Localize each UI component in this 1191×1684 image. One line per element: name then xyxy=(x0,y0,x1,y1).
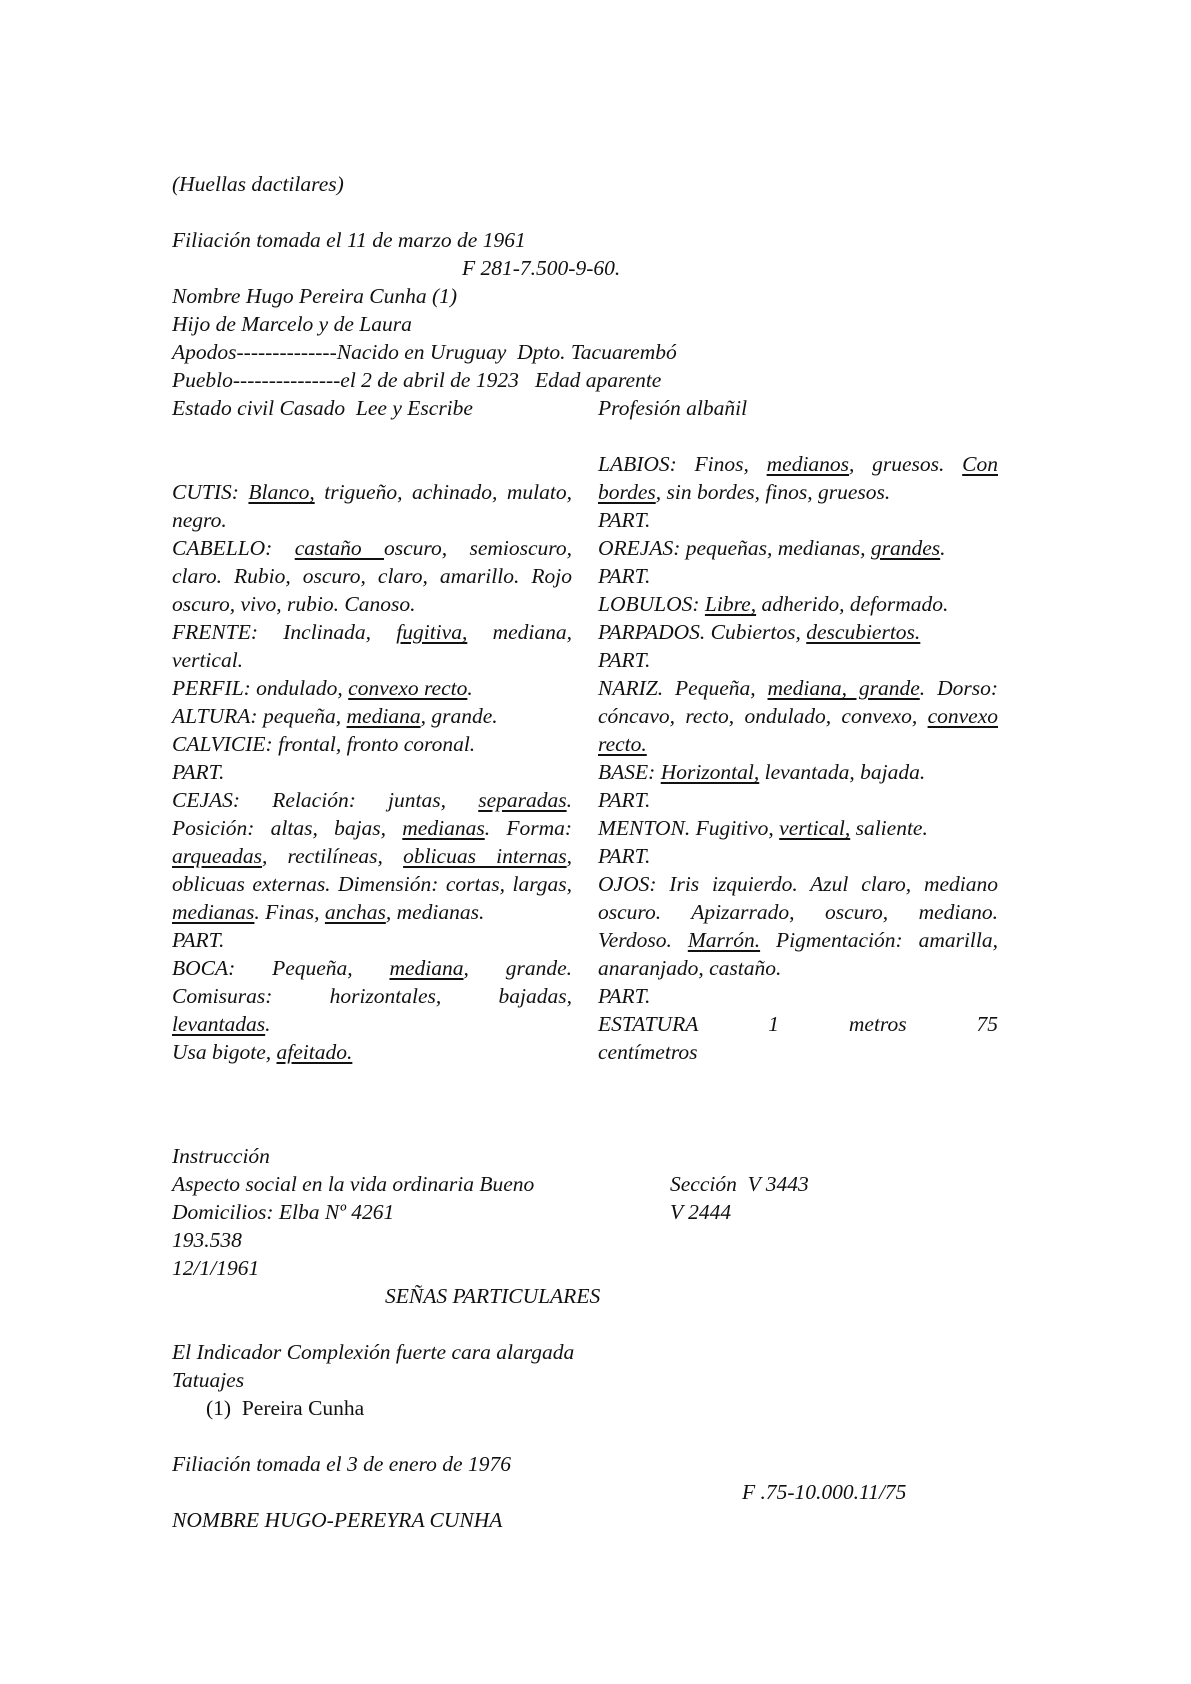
part-label: PART. xyxy=(598,984,651,1008)
left-column xyxy=(172,478,572,1066)
profession: Profesión albañil xyxy=(598,396,748,420)
part-label: PART. xyxy=(598,564,651,588)
altura-field: ALTURA: pequeña, mediana, grande. xyxy=(172,704,498,728)
particular-marks-heading: SEÑAS PARTICULARES xyxy=(385,1284,601,1308)
nariz-field: NARIZ. Pequeña, mediana, grande. Dorso: cóncavo, recto, ondulado, convexo, convexo recto. xyxy=(598,676,998,756)
record-date: 12/1/1961 xyxy=(172,1256,260,1280)
file-number-2: F .75-10.000.11/75 xyxy=(742,1480,907,1504)
ojos-field: OJOS: Iris izquierdo. Azul claro, mediano oscuro. Apizarrado, oscuro, mediano. Verdoso. Marrón. Pigmentación: amarilla, anaranjado, castaño. xyxy=(598,872,999,980)
fingerprints-note: (Huellas dactilares) xyxy=(172,172,344,196)
perfil-field: PERFIL: ondulado, convexo recto. xyxy=(172,676,473,700)
town-birthdate-line: Pueblo---------------el 2 de abril de 1923 Edad aparente xyxy=(172,368,662,392)
estatura-meters-unit: metros xyxy=(848,1012,907,1036)
cejas-field: CEJAS: Relación: juntas, separadas. Posición: altas, bajas, medianas. Forma: arqueadas, rectilíneas, oblicuas internas, oblicuas externas. Dimensión: cortas, largas, medianas. Finas, anchas, medianas. xyxy=(172,788,573,924)
part-label: PART. xyxy=(172,760,225,784)
tattoos-label: Tatuajes xyxy=(172,1368,245,1392)
file-number-1: F 281-7.500-9-60. xyxy=(462,256,621,280)
estatura-centimeters: 75 xyxy=(976,1012,998,1036)
parents-line: Hijo de Marcelo y de Laura xyxy=(172,312,412,336)
part-label: PART. xyxy=(598,508,651,532)
base-field: BASE: Horizontal, levantada, bajada. xyxy=(598,760,926,784)
bigote-field: Usa bigote, afeitado. xyxy=(172,1040,353,1064)
cutis-field: CUTIS: Blanco, trigueño, achinado, mulato, negro. xyxy=(172,480,572,532)
estatura-field xyxy=(598,1010,998,1038)
calvicie-field: CALVICIE: frontal, fronto coronal. xyxy=(172,732,476,756)
part-label: PART. xyxy=(172,928,225,952)
lobulos-field: LOBULOS: Libre, adherido, deformado. xyxy=(598,592,949,616)
part-label: PART. xyxy=(598,844,651,868)
parpados-field: PARPADOS. Cubiertos, descubiertos. xyxy=(598,620,921,644)
filiation-date-1976: Filiación tomada el 3 de enero de 1976 xyxy=(172,1452,511,1476)
footnote: (1) Pereira Cunha xyxy=(206,1396,365,1420)
estatura-label: ESTATURA xyxy=(598,1012,699,1036)
labios-field: LABIOS: Finos, medianos, gruesos. Con bordes, sin bordes, finos, gruesos. xyxy=(598,452,998,504)
name-line-1976: NOMBRE HUGO-PEREYRA CUNHA xyxy=(172,1508,503,1532)
social-aspect-line: Aspecto social en la vida ordinaria Bueno xyxy=(172,1172,535,1196)
estatura-meters: 1 xyxy=(768,1012,779,1036)
menton-field: MENTON. Fugitivo, vertical, saliente. xyxy=(598,816,928,840)
build-description: El Indicador Complexión fuerte cara alargada xyxy=(172,1340,575,1364)
civil-status-line: Estado civil Casado Lee y Escribe xyxy=(172,396,473,420)
section-number: Sección V 3443 xyxy=(670,1172,809,1196)
name-line: Nombre Hugo Pereira Cunha (1) xyxy=(172,284,458,308)
part-label: PART. xyxy=(598,788,651,812)
record-number: 193.538 xyxy=(172,1228,242,1252)
section-number-2: V 2444 xyxy=(670,1200,732,1224)
filiation-date-1961: Filiación tomada el 11 de marzo de 1961 xyxy=(172,228,526,252)
part-label: PART. xyxy=(598,648,651,672)
cabello-field: CABELLO: castaño oscuro, semioscuro, claro. Rubio, oscuro, claro, amarillo. Rojo oscuro, vivo, rubio. Canoso. xyxy=(172,536,572,616)
addresses-line: Domicilios: Elba Nº 4261 xyxy=(172,1200,395,1224)
right-column xyxy=(598,450,998,1066)
nicknames-birth-line: Apodos--------------Nacido en Uruguay Dpto. Tacuarembó xyxy=(172,340,677,364)
frente-field: FRENTE: Inclinada, fugitiva, mediana, vertical. xyxy=(172,620,572,672)
boca-field: BOCA: Pequeña, mediana, grande. Comisuras: horizontales, bajadas, levantadas. xyxy=(172,956,572,1036)
orejas-field: OREJAS: pequeñas, medianas, grandes. xyxy=(598,536,946,560)
instruction-label: Instrucción xyxy=(172,1144,270,1168)
estatura-centimeters-unit: centímetros xyxy=(598,1040,698,1064)
